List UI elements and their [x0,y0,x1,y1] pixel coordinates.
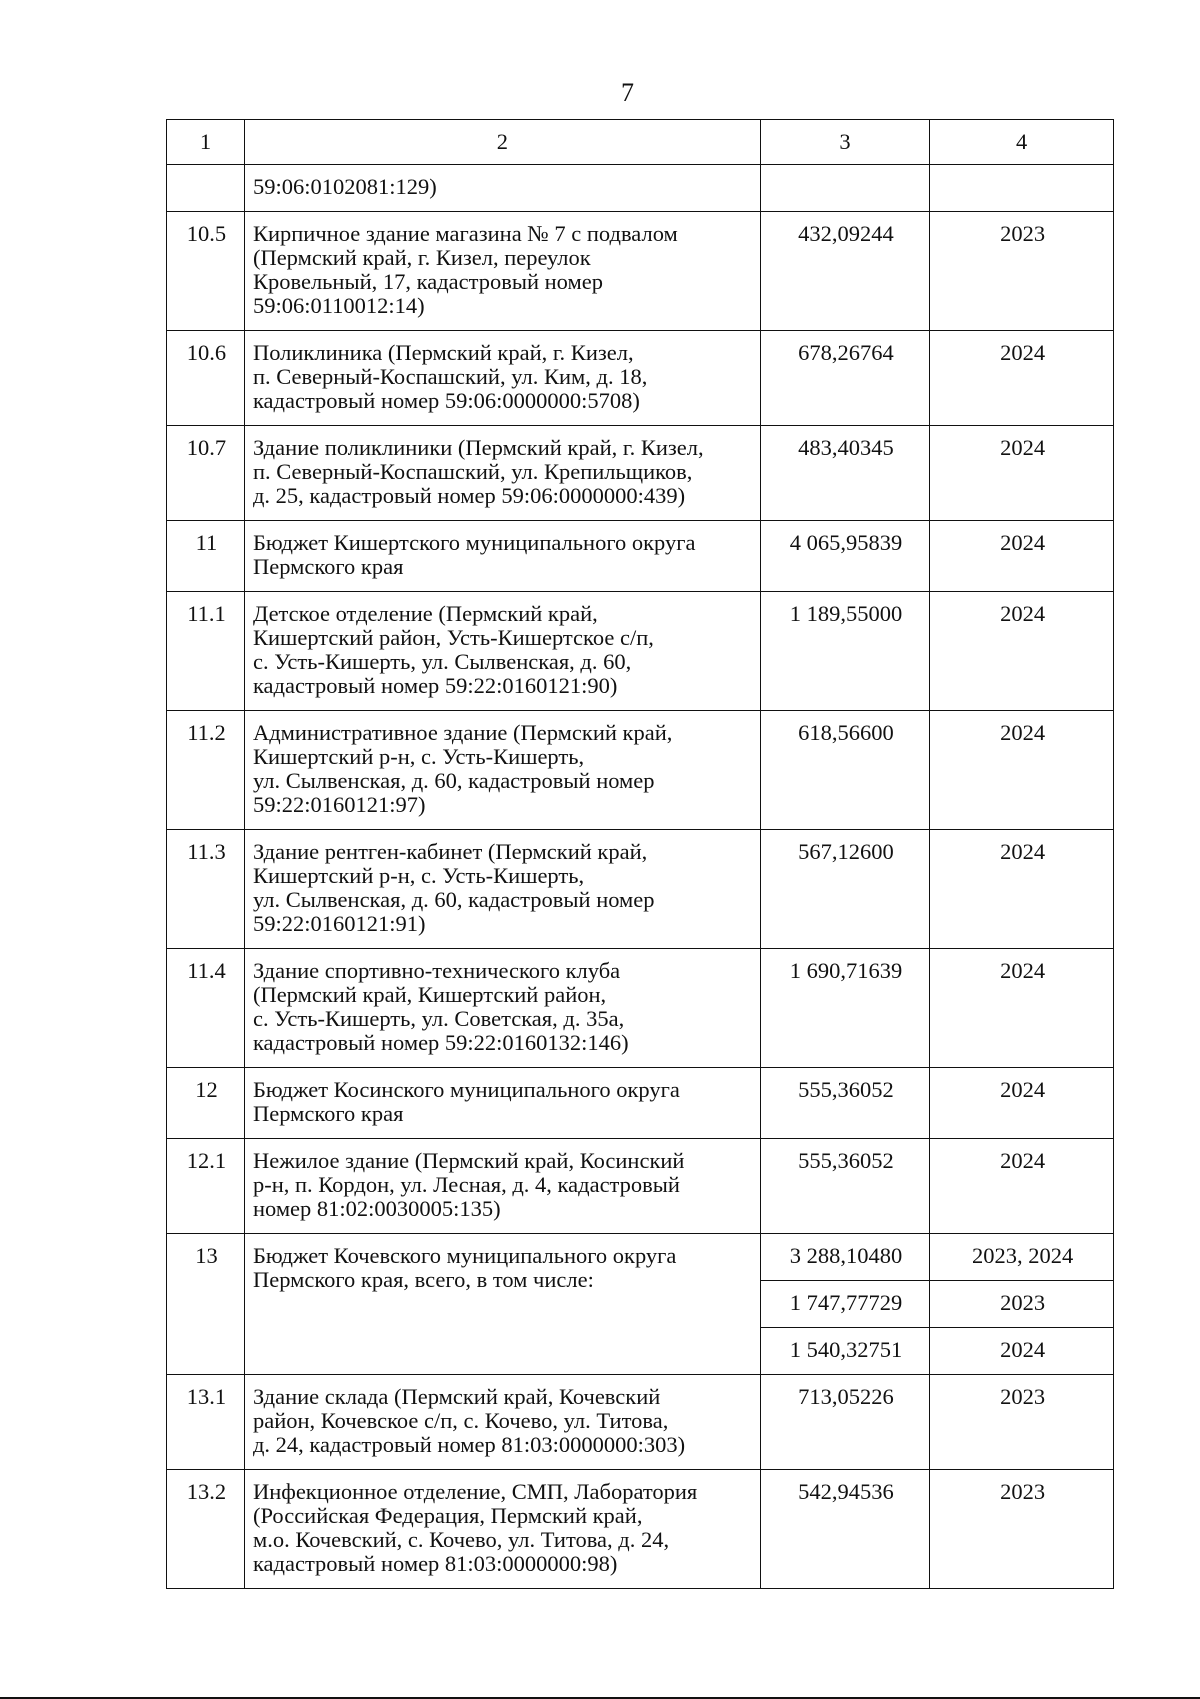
description-line: кадастровый номер 81:03:0000000:98) [252,1551,618,1576]
description-line: Бюджет Кишертского муниципального округа [252,530,696,555]
row-number: 11.4 [167,949,245,1068]
row-amount: 678,26764 [760,331,929,426]
description-line: д. 24, кадастровый номер 81:03:0000000:303) [252,1432,686,1457]
description-line: ул. Сылвенская, д. 60, кадастровый номер [252,887,655,912]
row-year: 2023 [930,1375,1114,1470]
description-line: Кишертский район, Усть-Кишертское с/п, [252,625,654,650]
table-row [167,165,1114,212]
row-description [244,521,760,592]
header-col-4: 4 [930,120,1114,165]
row-year: 2023 [930,1470,1114,1589]
description-line: Нежилое здание (Пермский край, Косинский [252,1148,685,1173]
row-amount: 567,12600 [760,830,929,949]
description-line: Пермского края, всего, в том числе: [252,1267,594,1292]
description-line: Пермского края [252,554,404,579]
row-number: 10.6 [167,331,245,426]
row-amount: 542,94536 [760,1470,929,1589]
table-row [167,1470,1114,1589]
row-description [244,711,760,830]
row-amount: 555,36052 [760,1139,929,1234]
row-description [244,212,760,331]
row-amount: 4 065,95839 [760,521,929,592]
table-row [167,1139,1114,1234]
description-line: кадастровый номер 59:06:0000000:5708) [252,388,640,413]
row-year: 2024 [930,1328,1114,1375]
row-year: 2023 [930,212,1114,331]
description-line: кадастровый номер 59:22:0160121:90) [252,673,618,698]
description-line: номер 81:02:0030005:135) [252,1196,501,1221]
table-row [167,1375,1114,1470]
description-line: ул. Сылвенская, д. 60, кадастровый номер [252,768,655,793]
row-number: 12 [167,1068,245,1139]
row-description [244,1068,760,1139]
table-row [167,830,1114,949]
row-description [244,165,760,212]
row-year: 2024 [930,426,1114,521]
row-number: 10.5 [167,212,245,331]
page-number: 7 [621,78,634,107]
description-line: (Пермский край, Кишертский район, [252,982,607,1007]
row-year: 2024 [930,949,1114,1068]
row-description [244,949,760,1068]
row-amount: 483,40345 [760,426,929,521]
row-description [244,592,760,711]
row-year: 2024 [930,830,1114,949]
row-description [244,1470,760,1589]
description-line: Бюджет Кочевского муниципального округа [252,1243,677,1268]
row-number: 12.1 [167,1139,245,1234]
description-line: п. Северный-Коспашский, ул. Ким, д. 18, [252,364,648,389]
row-number: 10.7 [167,426,245,521]
row-amount: 713,05226 [760,1375,929,1470]
header-col-3: 3 [760,120,929,165]
row-number: 11.3 [167,830,245,949]
table-row [167,331,1114,426]
table-row [167,1234,1114,1281]
row-year: 2023 [930,1281,1114,1328]
description-line: Здание спортивно-технического клуба [252,958,621,983]
table-row [167,1068,1114,1139]
header-col-1: 1 [167,120,245,165]
row-description [244,426,760,521]
description-line: д. 25, кадастровый номер 59:06:0000000:439) [252,483,686,508]
row-description [244,1139,760,1234]
description-line: Кишертский р-н, с. Усть-Кишерть, [252,863,585,888]
row-year: 2024 [930,1139,1114,1234]
table-row [167,212,1114,331]
row-amount: 1 690,71639 [760,949,929,1068]
row-description [244,1234,760,1375]
description-line: п. Северный-Коспашский, ул. Крепильщиков, [252,459,693,484]
row-amount: 1 189,55000 [760,592,929,711]
description-line: с. Усть-Кишерть, ул. Советская, д. 35а, [252,1006,625,1031]
description-line: кадастровый номер 59:22:0160132:146) [252,1030,629,1055]
row-year: 2024 [930,592,1114,711]
description-line: 59:06:0102081:129) [252,174,437,199]
description-line: Административное здание (Пермский край, [252,720,673,745]
description-line: (Российская Федерация, Пермский край, [252,1503,643,1528]
header-col-2: 2 [244,120,760,165]
table-header-row [167,120,1114,165]
row-number [167,165,245,212]
budget-table [166,119,1114,1589]
table-row [167,592,1114,711]
description-line: 59:22:0160121:91) [252,911,426,936]
description-line: Здание склада (Пермский край, Кочевский [252,1384,661,1409]
row-amount: 1 747,77729 [760,1281,929,1328]
description-line: Бюджет Косинского муниципального округа [252,1077,680,1102]
description-line: 59:06:0110012:14) [252,293,425,318]
description-line: район, Кочевское с/п, с. Кочево, ул. Титова, [252,1408,669,1433]
row-number: 13 [167,1234,245,1375]
table-row [167,521,1114,592]
row-year: 2024 [930,711,1114,830]
row-number: 11.2 [167,711,245,830]
row-amount: 618,56600 [760,711,929,830]
row-amount [760,165,929,212]
description-line: Здание рентген-кабинет (Пермский край, [252,839,648,864]
row-number: 13.2 [167,1470,245,1589]
row-year: 2024 [930,1068,1114,1139]
row-number: 13.1 [167,1375,245,1470]
row-amount: 555,36052 [760,1068,929,1139]
description-line: 59:22:0160121:97) [252,792,426,817]
row-year: 2024 [930,331,1114,426]
row-year: 2024 [930,521,1114,592]
row-number: 11 [167,521,245,592]
description-line: Поликлиника (Пермский край, г. Кизел, [252,340,634,365]
table-row [167,949,1114,1068]
description-line: (Пермский край, г. Кизел, переулок [252,245,591,270]
row-year [930,165,1114,212]
row-number: 11.1 [167,592,245,711]
description-line: Инфекционное отделение, СМП, Лаборатория [252,1479,698,1504]
description-line: Кровельный, 17, кадастровый номер [252,269,603,294]
description-line: м.о. Кочевский, с. Кочево, ул. Титова, д. 24, [252,1527,670,1552]
row-year: 2023, 2024 [930,1234,1114,1281]
description-line: Здание поликлиники (Пермский край, г. Кизел, [252,435,704,460]
row-description [244,1375,760,1470]
table-row [167,426,1114,521]
row-amount: 432,09244 [760,212,929,331]
description-line: Кишертский р-н, с. Усть-Кишерть, [252,744,585,769]
description-line: Кирпичное здание магазина № 7 с подвалом [252,221,678,246]
row-description [244,830,760,949]
row-amount: 1 540,32751 [760,1328,929,1375]
description-line: с. Усть-Кишерть, ул. Сылвенская, д. 60, [252,649,632,674]
row-amount: 3 288,10480 [760,1234,929,1281]
description-line: Пермского края [252,1101,404,1126]
row-description [244,331,760,426]
table-row [167,711,1114,830]
description-line: р-н, п. Кордон, ул. Лесная, д. 4, кадастровый [252,1172,680,1197]
description-line: Детское отделение (Пермский край, [252,601,598,626]
